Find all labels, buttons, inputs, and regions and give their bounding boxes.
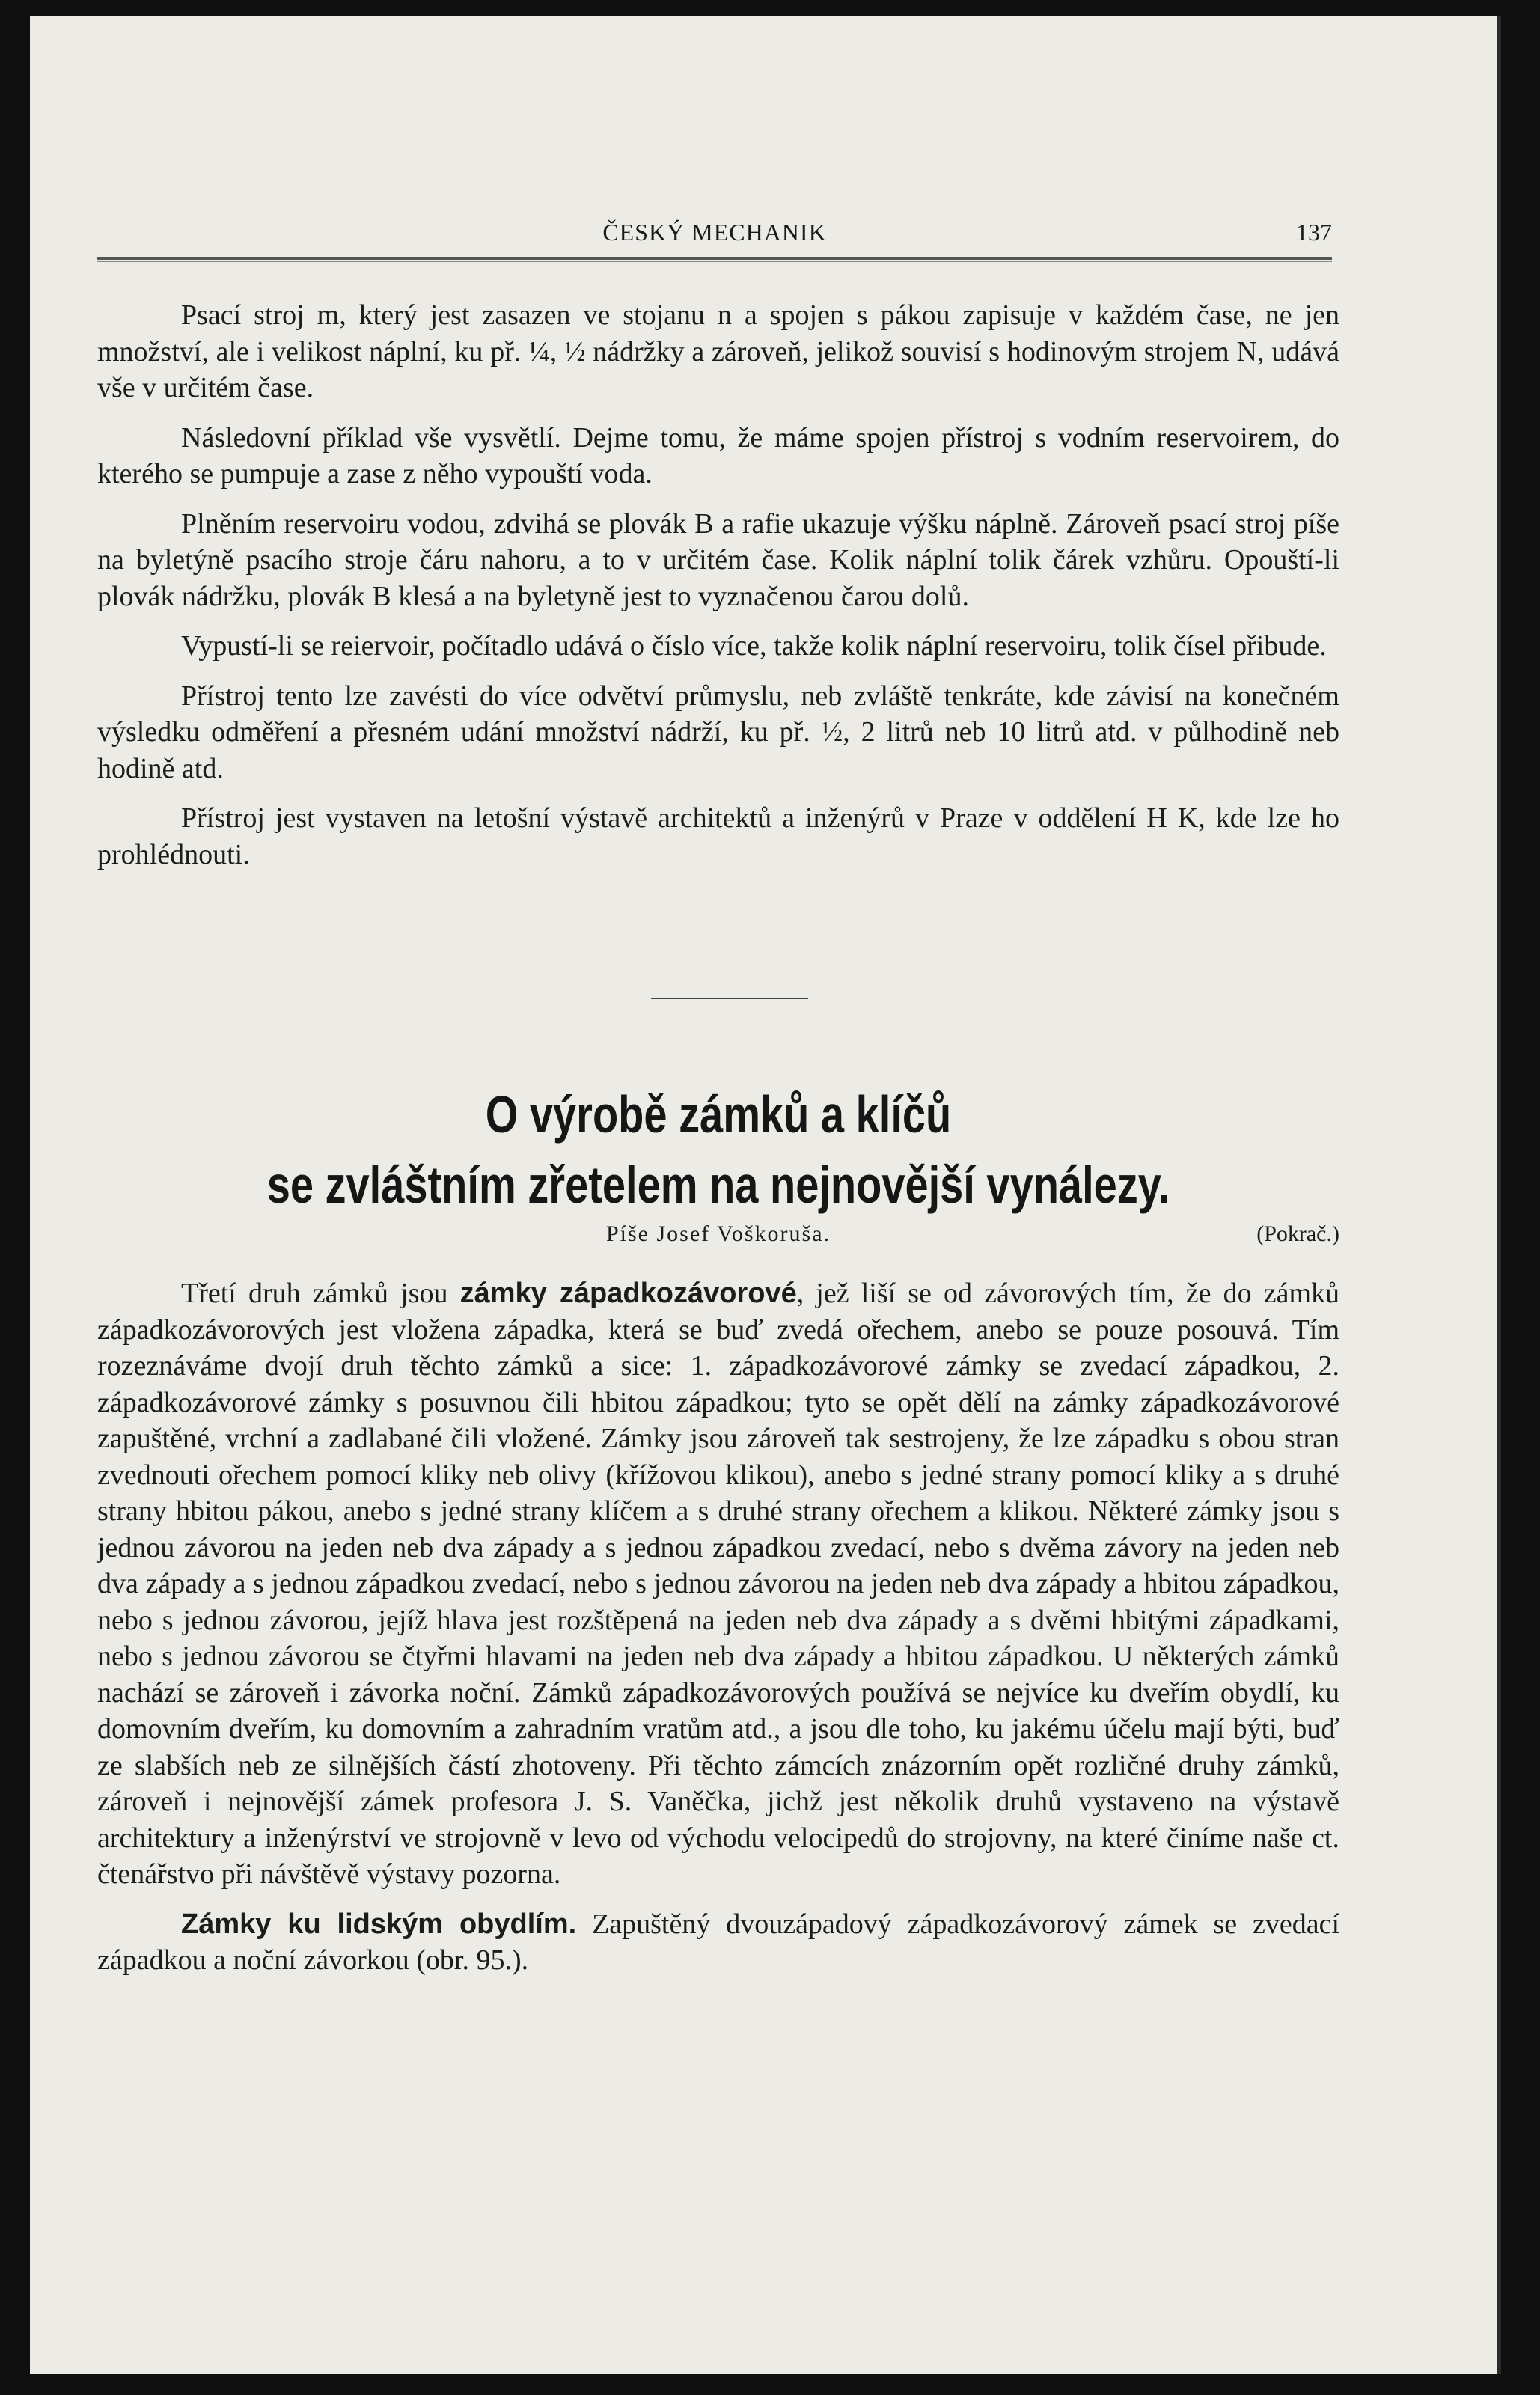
document-page <box>30 16 1497 2374</box>
paragraph <box>97 1906 1339 1979</box>
paragraph <box>97 1275 1339 1893</box>
paragraph: Psací stroj m, který jest zasazen ve stojanu n a spojen s pákou zapisuje v každém čase, ne jen množství, ale i velikost náplní, ku př. ¼, ½ nádržky a zároveň, jelikož souvisí s hodinovým strojem N, udává vše v určitém čase. <box>97 299 1339 403</box>
paragraph: Přístroj jest vystaven na letošní výstavě architektů a inženýrů v Praze v oddělení H K, kde lze ho prohlédnouti. <box>97 802 1339 870</box>
text-run: Třetí druh zámků jsou <box>181 1278 460 1309</box>
article-body <box>97 1275 1339 1992</box>
author-name: Píše Josef Voškoruša. <box>605 1221 831 1246</box>
paragraph: Plněním reservoiru vodou, zdvihá se plovák B a rafie ukazuje výšku náplně. Zároveň psací stroj píše na byletýně psacího stroje čáru nahoru, a to v určitém čase. Kolik náplní tolik čárek vzhůru. Opouští-li plovák nádržku, plovák B klesá a na byletyně jest to vyznačenou čarou dolů. <box>97 507 1339 612</box>
article-title-line: O výrobě zámků a klíčů <box>485 1085 952 1144</box>
paragraph: Vypustí-li se reiervoir, počítadlo udává o číslo více, takže kolik náplní reservoiru, tolik čísel přibude. <box>181 630 1327 662</box>
byline <box>97 1221 1339 1259</box>
bold-term: zámky západkozávorové <box>459 1278 797 1309</box>
section-separator <box>651 998 808 999</box>
journal-title: ČESKÝ MECHANIK <box>602 219 827 245</box>
text-run: Zapuštěný dvouzápadový západkozávorový zámek se zvedací západkou a noční závorkou (obr. 95.). <box>97 1908 1339 1976</box>
article-subtitle-line: se zvláštním zřetelem na nejnovější vynálezy. <box>266 1156 1170 1214</box>
article-title <box>221 1079 1215 1220</box>
bold-heading: Zámky ku lidským obydlím. <box>181 1908 577 1940</box>
paragraph: Následovní příklad vše vysvětlí. Dejme tomu, že máme spojen přístroj s vodním reservoirem, do kterého se pumpuje a zase z něho vypouští voda. <box>97 421 1339 489</box>
page-number: 137 <box>1296 219 1332 245</box>
top-section <box>97 297 1339 886</box>
text-run: , jež liší se od závorových tím, že do zámků západkozávorových jest vložena západka, která se buď zvedá ořechem, anebo se pouze posouvá. Tím rozeznáváme dvojí druh těchto zámků a sice: 1. západkozávorové zámky se zvedací západkou, 2. západkozávorové zámky s posuvnou čili hbitou západkou; tyto se opět dělí na zámky západkozávorové zapuštěné, vrchní a zadlabané čili vložené. Zámky jsou zároveň tak sestrojeny, že lze západku s obou stran zvednouti ořechem pomocí kliky neb olivy (křížovou klikou), anebo s jedné strany pomocí kliky a s druhé strany hbitou pákou, anebo s jedné strany klíčem a s druhé strany ořechem a klikou. Některé zámky jsou s jednou závorou na jeden neb dva západy a s jednou západkou zvedací, nebo s dvěma závory na jeden neb dva západy a s jednou západkou zvedací, nebo s jednou závorou na jeden neb dva západy a hbitou západkou, nebo s jednou závorou, jejíž hlava jest rozštěpená na jeden neb dva západy a s dvěmi hbitými západkami, nebo s jednou závorou se čtyřmi hlavami na jeden neb dva západy a hbitou západkou. U některých zámků nachází se zároveň i závorka noční. Zámků západkozávorových používá se nejvíce ku dveřím obydlí, ku domovním dveřím, ku domovním a zahradním vratům atd., a jsou dle toho, ku jakému účelu mají býti, buď ze slabších neb ze silnějších částí zhotoveny. Při těchto zámcích znázorním opět rozličné druhy zámků, zároveň i nejnovější zámek profesora J. S. Vaněčka, jichž jest několik druhů vystaveno na výstavě architektury a inženýrství ve strojovně v levo od východu velocipedů do strojovny, na které činíme naše ct. čtenářstvo při návštěvě výstavy pozorna. <box>97 1278 1340 1890</box>
header-rule <box>97 257 1332 262</box>
running-header <box>97 202 1332 247</box>
paragraph: Přístroj tento lze zavésti do více odvětví průmyslu, neb zvláště tenkráte, kde závisí na konečném výsledku odměření a přesném udání množství nádrží, ku př. ½, 2 litrů neb 10 litrů atd. v půlhodině neb hodině atd. <box>97 680 1339 784</box>
continued-note: (Pokrač.) <box>1256 1221 1339 1246</box>
